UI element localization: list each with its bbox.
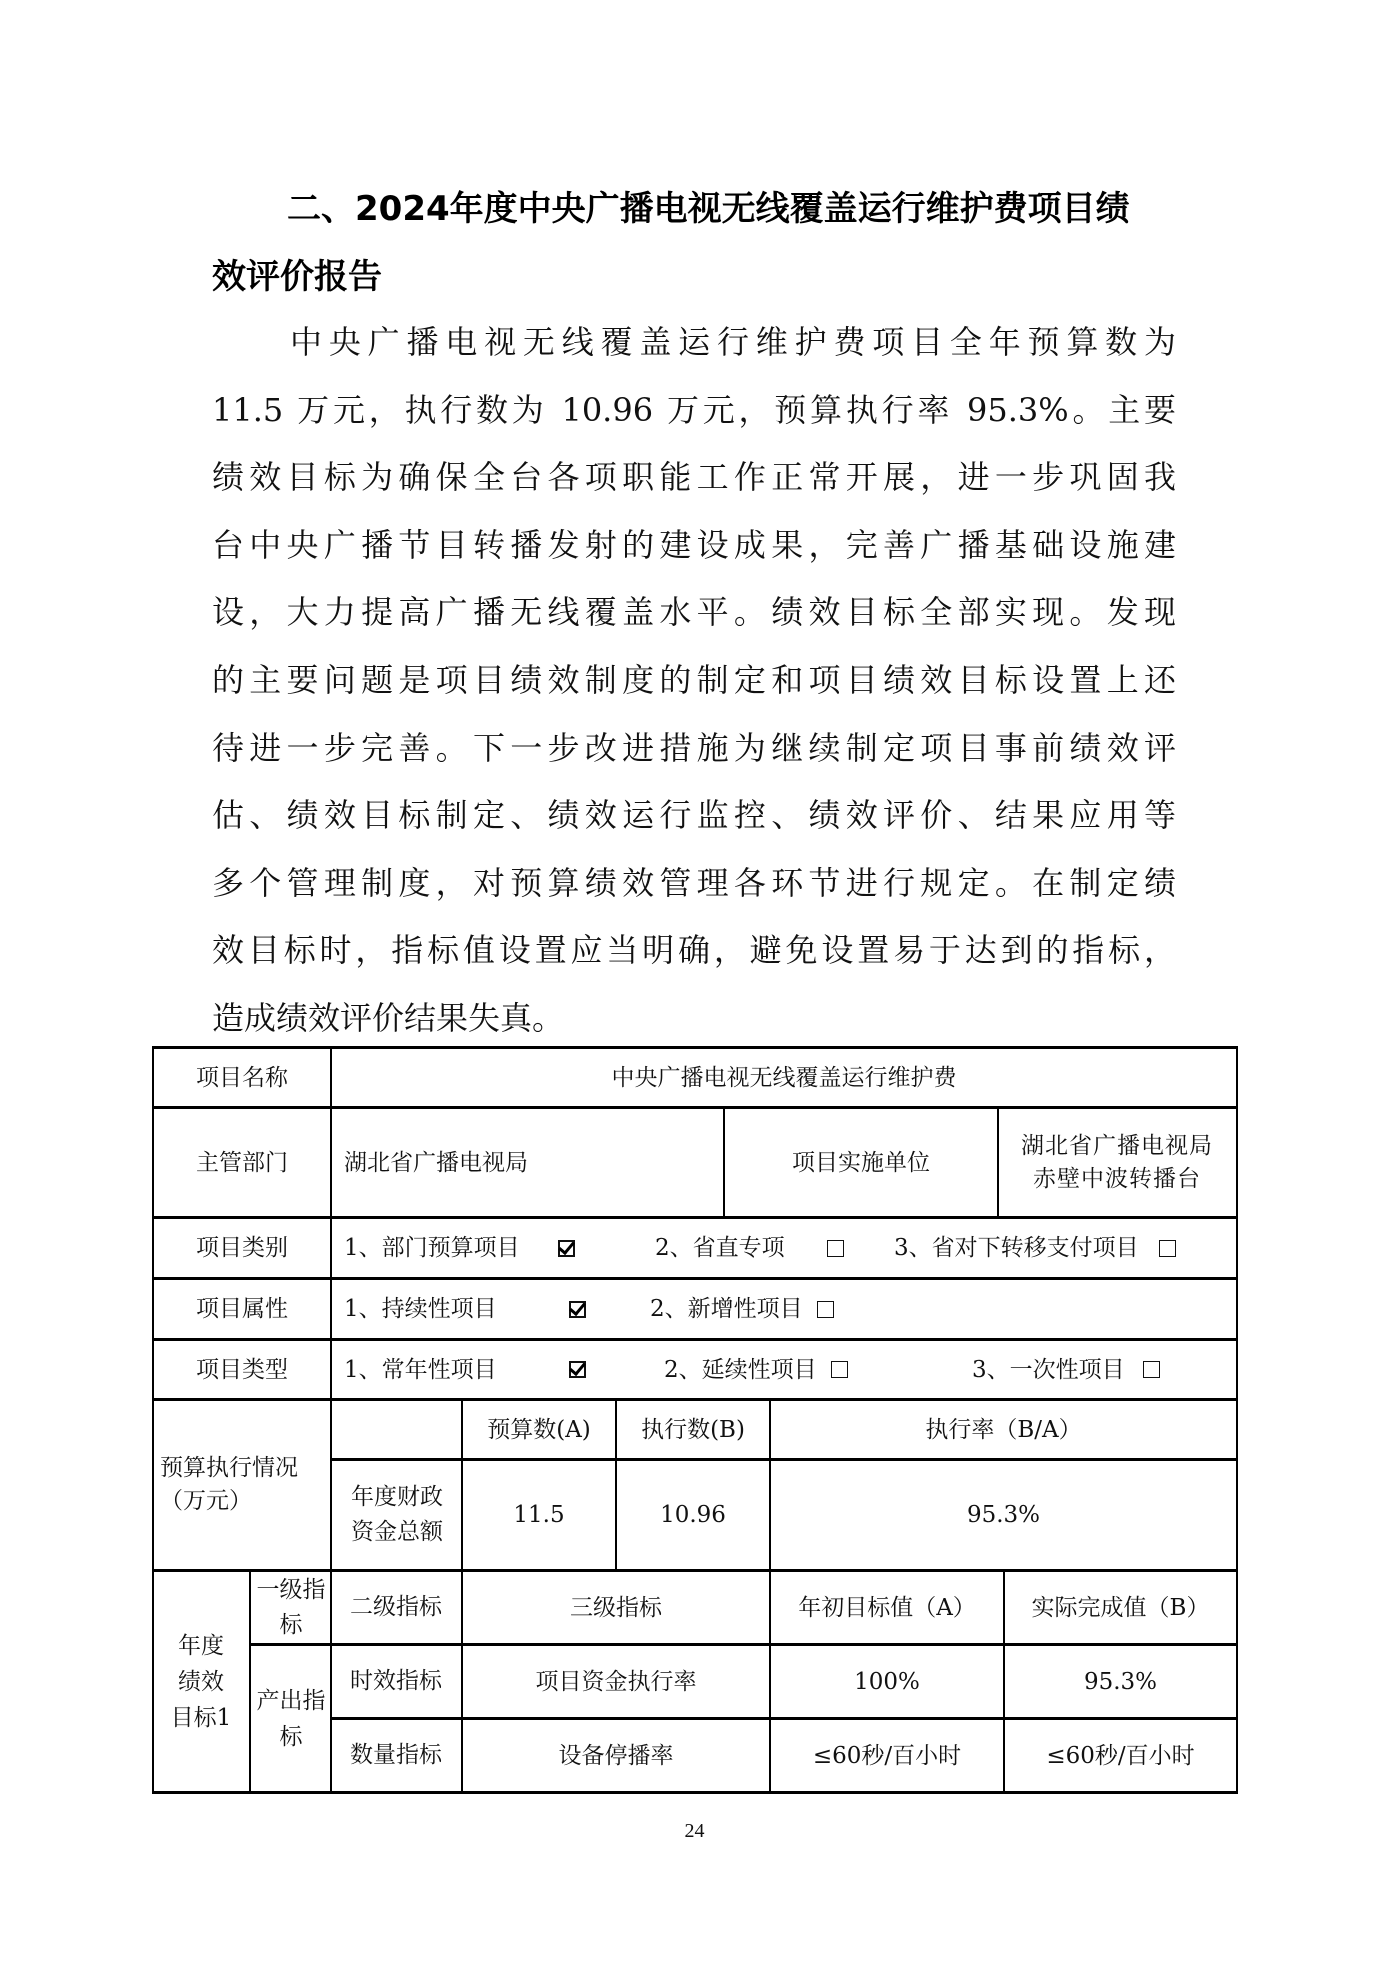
- category-option-2[interactable]: [655, 1219, 844, 1277]
- budget-header-rate: 执行率（B/A）: [925, 1416, 1082, 1443]
- option-label: 1、持续性项目: [344, 1296, 497, 1322]
- checkbox-empty-icon[interactable]: [817, 1301, 834, 1318]
- option-label: 2、省直专项: [655, 1235, 785, 1261]
- row2-level3: 设备停播率: [558, 1742, 674, 1769]
- level1-output: 产出指标: [256, 1687, 326, 1750]
- header-level1: 一级指标: [256, 1576, 326, 1638]
- impl-unit-label: 项目实施单位: [792, 1149, 930, 1176]
- dept-label: 主管部门: [196, 1149, 288, 1176]
- paragraph-line: 台中央广播节目转播发射的建设成果，完善广播基础设施建: [212, 525, 1176, 564]
- header-level3: 三级指标: [570, 1594, 662, 1621]
- header-level2: 二级指标: [350, 1594, 442, 1620]
- row2-level2: 数量指标: [350, 1742, 442, 1768]
- paragraph-line: 的主要问题是项目绩效制度的制定和项目绩效目标设置上还: [212, 660, 1176, 699]
- budget-value-b: 10.96: [660, 1502, 726, 1528]
- budget-header-a: 预算数(A): [487, 1416, 591, 1443]
- paragraph-line: 造成绩效评价结果失真。: [212, 998, 565, 1037]
- category-options: [332, 1219, 1236, 1277]
- budget-header-b: 执行数(B): [641, 1416, 745, 1443]
- header-target: 年初目标值（A）: [798, 1594, 976, 1621]
- option-label: 3、一次性项目: [972, 1356, 1125, 1383]
- checkbox-empty-icon[interactable]: [1159, 1240, 1176, 1257]
- category-option-3[interactable]: [894, 1219, 1176, 1277]
- paragraph-line: 效目标时，指标值设置应当明确，避免设置易于达到的指标，: [212, 931, 1176, 970]
- table-rule: [152, 1791, 1238, 1794]
- checkbox-empty-icon[interactable]: [827, 1240, 844, 1257]
- checkbox-empty-icon[interactable]: [831, 1361, 848, 1378]
- heading-line-2: 效评价报告: [212, 257, 382, 297]
- summary-paragraph: [212, 309, 1176, 1053]
- row1-level2: 时效指标: [350, 1668, 442, 1694]
- type-option-3[interactable]: [972, 1341, 1160, 1398]
- attribute-label: 项目属性: [196, 1296, 288, 1322]
- section-heading: [212, 175, 1176, 311]
- category-label: 项目类别: [196, 1235, 288, 1261]
- checkbox-checked-icon[interactable]: [569, 1301, 586, 1318]
- row2-target: ≤60秒/百小时: [812, 1742, 962, 1769]
- page-number: 24: [684, 1820, 705, 1842]
- paragraph-line: 中央广播电视无线覆盖运行维护费项目全年预算数为: [290, 323, 1176, 361]
- type-options: [332, 1341, 1236, 1398]
- paragraph-line: 多个管理制度，对预算绩效管理各环节进行规定。在制定绩: [212, 863, 1176, 902]
- paragraph-line: 估、绩效目标制定、绩效运行监控、绩效评价、结果应用等: [212, 796, 1176, 835]
- checkbox-checked-icon[interactable]: [569, 1361, 586, 1378]
- budget-value-a: 11.5: [513, 1502, 565, 1528]
- dept-value: 湖北省广播电视局: [344, 1149, 528, 1176]
- table-rule: [330, 1569, 332, 1793]
- table-rule: [249, 1569, 251, 1793]
- attribute-option-2[interactable]: [650, 1280, 834, 1338]
- type-option-1[interactable]: [344, 1341, 586, 1398]
- attribute-options: [332, 1280, 1236, 1338]
- checkbox-checked-icon[interactable]: [558, 1240, 575, 1257]
- type-label: 项目类型: [196, 1356, 288, 1383]
- paragraph-line: 绩效目标为确保全台各项职能工作正常开展，进一步巩固我: [212, 458, 1176, 497]
- category-option-1[interactable]: [344, 1219, 575, 1277]
- table-rule: [997, 1106, 999, 1217]
- paragraph-line: 11.5 万元，执行数为 10.96 万元，预算执行率 95.3%。主要: [212, 390, 1176, 429]
- row1-level3: 项目资金执行率: [535, 1668, 697, 1695]
- header-actual: 实际完成值（B）: [1031, 1594, 1210, 1621]
- project-name-label: 项目名称: [196, 1064, 288, 1091]
- option-label: 1、部门预算项目: [344, 1235, 520, 1261]
- budget-row-label: 年度财政资金总额: [351, 1484, 443, 1545]
- checkbox-empty-icon[interactable]: [1143, 1361, 1160, 1378]
- performance-label: 年度绩效目标1: [170, 1632, 232, 1731]
- row2-actual: ≤60秒/百小时: [1046, 1742, 1195, 1769]
- budget-value-rate: 95.3%: [966, 1502, 1041, 1528]
- table-rule: [1236, 1046, 1238, 1794]
- option-label: 2、延续性项目: [664, 1356, 817, 1383]
- row1-actual: 95.3%: [1083, 1668, 1158, 1695]
- budget-label: 预算执行情况（万元）: [160, 1455, 298, 1514]
- option-label: 2、新增性项目: [650, 1296, 803, 1322]
- heading-line-1: 二、2024年度中央广播电视无线覆盖运行维护费项目绩: [287, 189, 1130, 229]
- paragraph-line: 待进一步完善。下一步改进措施为继续制定项目事前绩效评: [212, 728, 1176, 767]
- project-name-value: 中央广播电视无线覆盖运行维护费: [611, 1064, 957, 1091]
- attribute-option-1[interactable]: [344, 1280, 586, 1338]
- option-label: 3、省对下转移支付项目: [894, 1235, 1139, 1261]
- impl-unit-value: 湖北省广播电视局赤壁中波转播台: [1021, 1132, 1213, 1192]
- type-option-2[interactable]: [664, 1341, 848, 1398]
- row1-target: 100%: [854, 1668, 920, 1695]
- option-label: 1、常年性项目: [344, 1356, 497, 1383]
- paragraph-line: 设，大力提高广播无线覆盖水平。绩效目标全部实现。发现: [212, 593, 1176, 632]
